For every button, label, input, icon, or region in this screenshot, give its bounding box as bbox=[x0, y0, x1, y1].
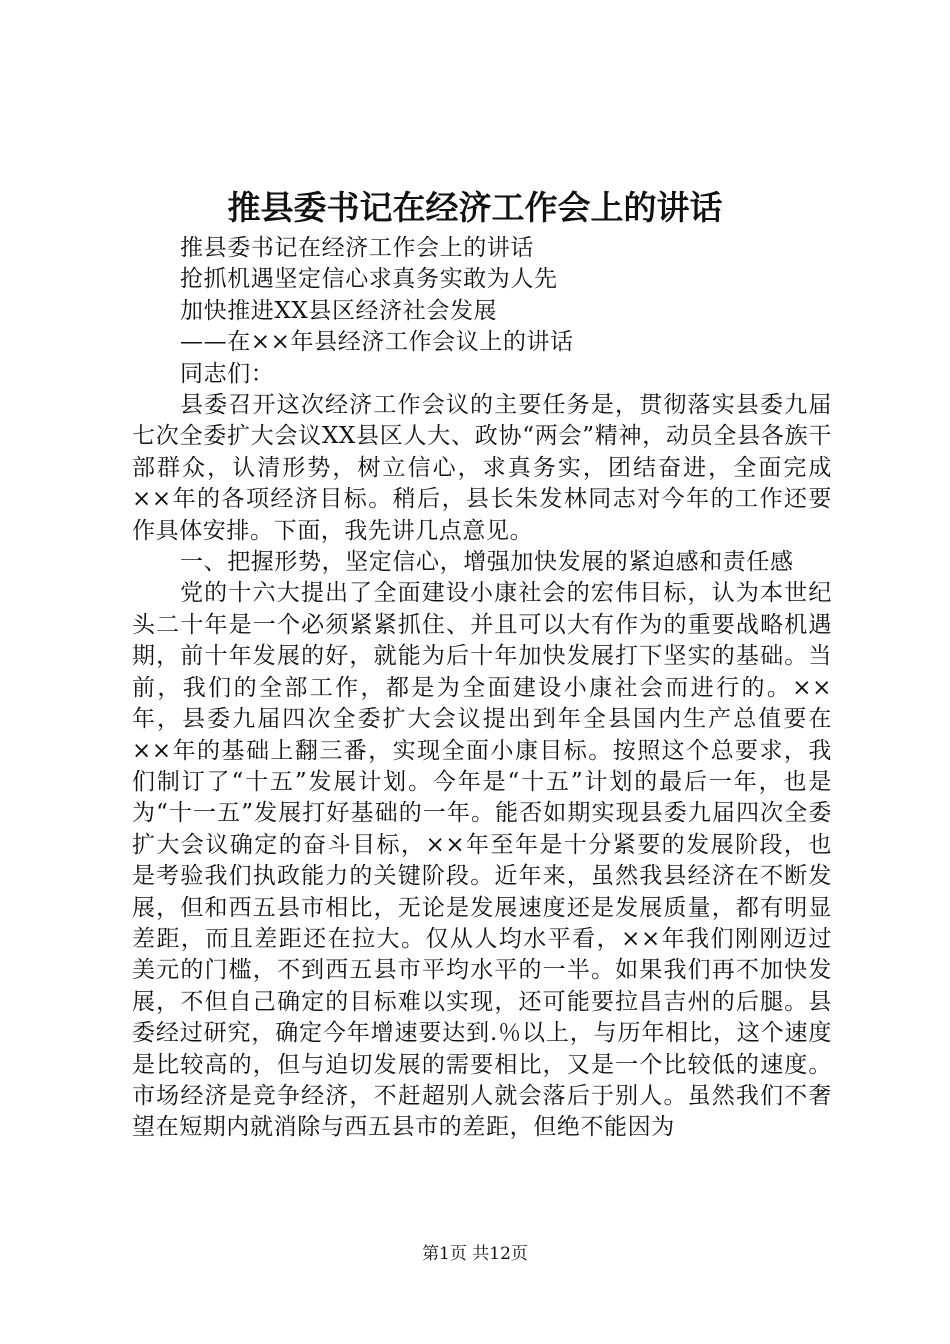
subtitle-line: ——在××年县经济工作会议上的讲话 bbox=[180, 329, 574, 356]
subtitle-line: 推县委书记在经济工作会上的讲话 bbox=[180, 235, 534, 261]
document-body bbox=[132, 233, 832, 1144]
document-title: 推县委书记在经济工作会上的讲话 bbox=[227, 188, 723, 227]
salutation: 同志们： bbox=[180, 360, 275, 387]
subtitle-line: 抢抓机遇坚定信心求真务实敢为人先 bbox=[180, 266, 558, 293]
section-heading: 一、把握形势，坚定信心，增强加快发展的紧迫感和责任感 bbox=[180, 549, 794, 576]
page-number: 第1页 共12页 bbox=[422, 1244, 528, 1264]
body-paragraph: 党的十六大提出了全面建设小康社会的宏伟目标，认为本世纪头二十年是一个必须紧紧抓住、并且可以大有作为的重要战略机遇期，前十年发展的好，就能为后十年加快发展打下坚实的基础。当前，我们的全部工作，都是为全面建设小康社会而进行的。××年，县委九届四次全委扩大会议提出到年全县国内生产总值要在××年的基础上翻三番，实现全面小康目标。按照这个总要求，我们制订了“十五”发展计划。今年是“十五”计划的最后一年，也是为“十一五”发展打好基础的一年。能否如期实现县委九届四次全委扩大会议确定的奋斗目标，××年至年是十分紧要的发展阶段，也是考验我们执政能力的关键阶段。近年来，虽然我县经济在不断发展，但和西五县市相比，无论是发展速度还是发展质量，都有明显差距，而且差距还在拉大。仅从人均水平看，××年我们刚刚迈过美元的门槛，不到西五县市平均水平的一半。如果我们再不加快发展，不但自己确定的目标难以实现，还可能要拉昌吉州的后腿。县委经过研究，确定今年增速要达到.％以上，与历年相比，这个速度是比较高的，但与迫切发展的需要相比，又是一个比较低的速度。市场经济是竞争经济，不赶超别人就会落后于别人。虽然我们不奢望在短期内就消除与西五县市的差距，但绝不能因为 bbox=[132, 580, 832, 1141]
body-paragraph: 县委召开这次经济工作会议的主要任务是，贯彻落实县委九届七次全委扩大会议XX县区人大、政协“两会”精神，动员全县各族干部群众，认清形势，树立信心，求真务实，团结奋进，全面完成××年的各项经济目标。稍后，县长朱发林同志对今年的工作还要作具体安排。下面，我先讲几点意见。 bbox=[132, 392, 832, 544]
subtitle-line: 加快推进XX县区经济社会发展 bbox=[180, 297, 498, 324]
